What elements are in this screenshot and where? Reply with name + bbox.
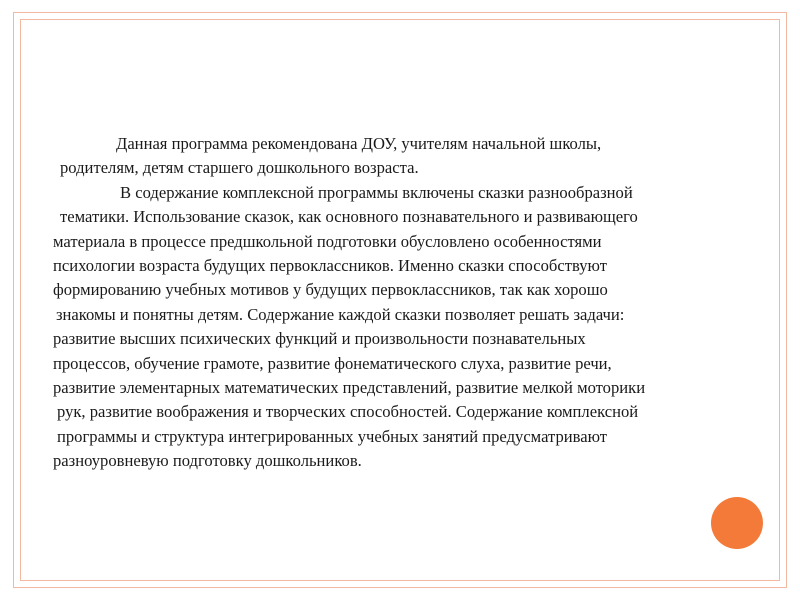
text-line-7: формированию учебных мотивов у будущих первоклассников, так как хорошо [53, 280, 608, 300]
decorative-orange-circle [711, 497, 763, 549]
text-line-9: развитие высших психических функций и произвольности познавательных [53, 329, 586, 349]
text-line-10: процессов, обучение грамоте, развитие фонематического слуха, развитие речи, [53, 353, 612, 373]
text-line-3: В содержание комплексной программы включены сказки разнообразной [120, 182, 633, 202]
slide-body-text [53, 132, 773, 474]
text-line-8: знакомы и понятны детям. Содержание каждой сказки позволяет решать задачи: [56, 304, 625, 324]
text-line-4: тематики. Использование сказок, как основного познавательного и развивающего [60, 207, 638, 227]
text-line-12: рук, развитие воображения и творческих способностей. Содержание комплексной [57, 402, 639, 422]
text-line-13: программы и структура интегрированных учебных занятий предусматривают [57, 426, 608, 446]
text-line-5: материала в процессе предшкольной подготовки обусловлено особенностями [53, 231, 602, 251]
text-line-1: Данная программа рекомендована ДОУ, учителям начальной школы, [116, 134, 602, 153]
text-line-6: психологии возраста будущих первоклассников. Именно сказки способствуют [53, 256, 607, 276]
text-line-11: развитие элементарных математических представлений, развитие мелкой моторики [53, 378, 646, 398]
text-line-2: родителям, детям старшего дошкольного возраста. [60, 158, 419, 178]
text-line-14: разноуровневую подготовку дошкольников. [53, 451, 362, 471]
